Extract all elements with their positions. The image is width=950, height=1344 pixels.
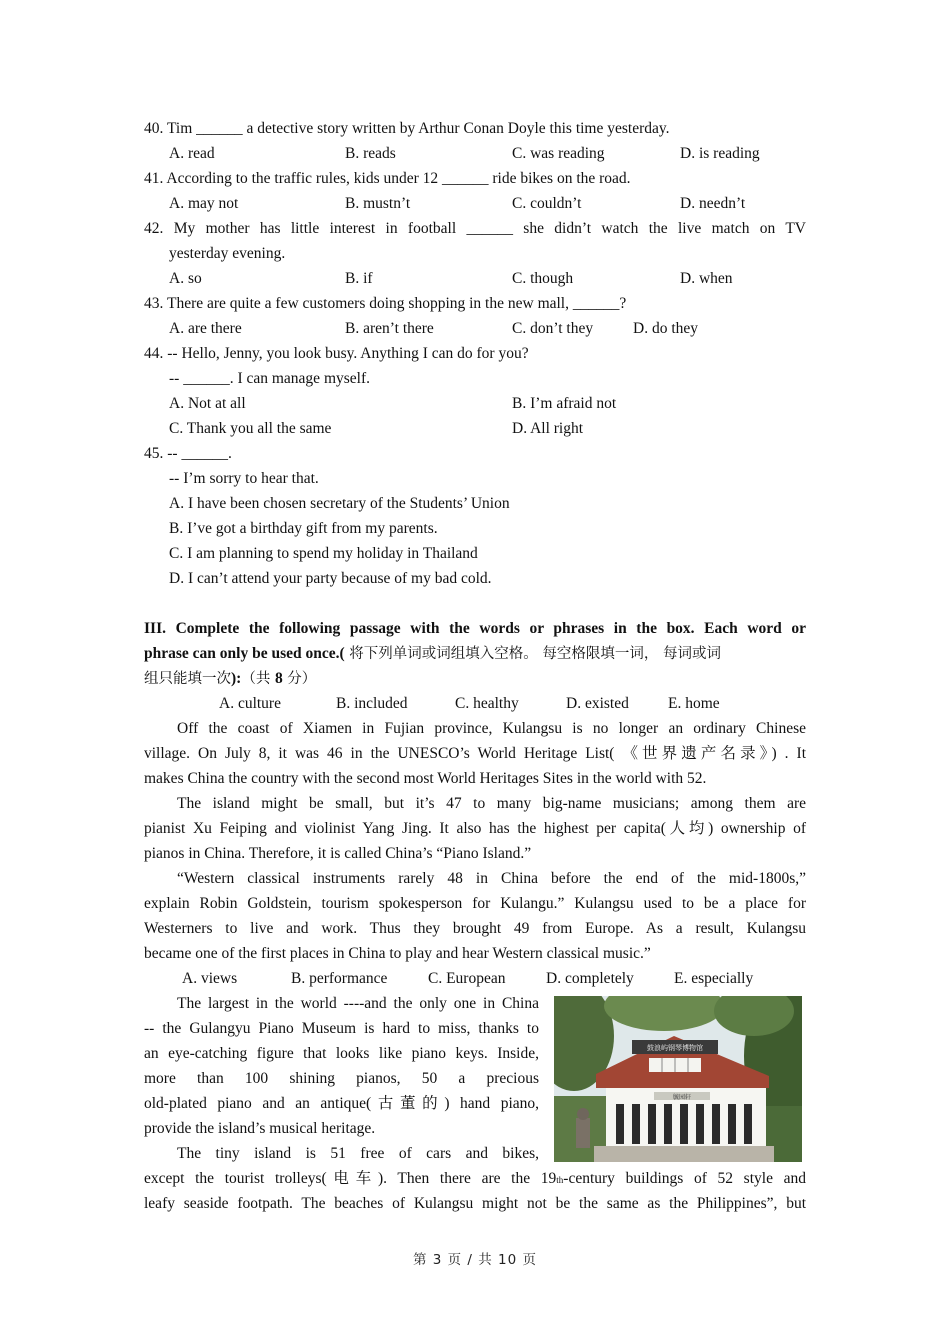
question-stem: 44. -- Hello, Jenny, you look busy. Anything I can do for you? bbox=[144, 345, 529, 362]
heading-cn-cont: 组只能填一次 bbox=[144, 671, 231, 687]
option-d: D. All right bbox=[512, 420, 584, 437]
passage-line: The largest in the world ----and the only one in China bbox=[177, 995, 539, 1012]
passage-line: provide the island’s musical heritage. bbox=[144, 1120, 376, 1137]
passage-line: pianos in China. Therefore, it is called China’s “Piano Island.” bbox=[144, 845, 532, 862]
question-45 bbox=[144, 441, 806, 466]
museum-illustration bbox=[554, 996, 802, 1162]
dialogue-reply: -- I’m sorry to hear that. bbox=[169, 470, 319, 487]
passage-line: Off the coast of Xiamen in Fujian province, Kulangsu is no longer an ordinary Chinese bbox=[177, 720, 806, 737]
option-c: C. was reading bbox=[512, 145, 605, 162]
museum-door-sign: 毓园轩 bbox=[672, 1094, 692, 1101]
option-a: A. so bbox=[169, 270, 202, 287]
option-a: A. I have been chosen secretary of the Students’ Union bbox=[169, 495, 510, 512]
option-b: B. aren’t there bbox=[345, 320, 434, 337]
passage-line: The island might be small, but it’s 47 to many big-name musicians; among them are bbox=[177, 795, 806, 812]
passage-line: leafy seaside footpath. The beaches of Kulangsu might not be the same as the Philippines”, but bbox=[144, 1195, 806, 1212]
passage-line: an eye-catching figure that looks like piano keys. Inside, bbox=[144, 1045, 539, 1062]
word-option: E. especially bbox=[674, 970, 754, 987]
option-c: C. don’t they bbox=[512, 320, 594, 337]
question-stem-cont: yesterday evening. bbox=[169, 245, 286, 262]
score-number: 8 bbox=[274, 670, 283, 687]
passage-text: except the tourist trolleys(电车). Then there are the 19 bbox=[144, 1170, 557, 1187]
passage-line: makes China the country with the second most World Heritages Sites in the world with 52. bbox=[144, 770, 707, 787]
passage-line: explain Robin Goldstein, tourism spokesperson for Kulangu.” Kulangsu used to be a place for bbox=[144, 895, 806, 912]
question-40 bbox=[144, 116, 806, 141]
option-b: B. I’m afraid not bbox=[512, 395, 617, 412]
passage-line: -- the Gulangyu Piano Museum is hard to miss, thanks to bbox=[144, 1020, 539, 1037]
option-c: C. Thank you all the same bbox=[169, 420, 332, 437]
score-post: 分） bbox=[282, 671, 317, 687]
word-option: A. views bbox=[182, 970, 238, 987]
question-44-reply bbox=[144, 366, 806, 391]
question-42-options bbox=[144, 266, 806, 291]
word-option: C. European bbox=[428, 970, 506, 987]
passage-line bbox=[144, 1166, 806, 1191]
word-box-1 bbox=[144, 691, 806, 716]
option-c: C. I am planning to spend my holiday in Thailand bbox=[169, 545, 478, 562]
passage-line: village. On July 8, it was 46 in the UNESCO’s World Heritage List( 《世界遗产名录》) . It bbox=[144, 745, 806, 762]
option-d: D. is reading bbox=[680, 145, 760, 162]
question-42-cont bbox=[144, 241, 806, 266]
word-option: D. completely bbox=[546, 970, 634, 987]
option-b: B. if bbox=[345, 270, 373, 287]
question-43 bbox=[144, 291, 806, 316]
option-b: B. I’ve got a birthday gift from my parents. bbox=[169, 520, 438, 537]
option-c: C. though bbox=[512, 270, 574, 287]
passage-line: more than 100 shining pianos, 50 a precious bbox=[144, 1070, 539, 1087]
word-option: A. culture bbox=[219, 695, 281, 712]
passage-line: pianist Xu Feiping and violinist Yang Jing. It also has the highest per capita(人均) ownership of bbox=[144, 820, 806, 837]
question-stem: 45. -- ______. bbox=[144, 445, 232, 462]
word-option: C. healthy bbox=[455, 695, 519, 712]
piano-museum-photo bbox=[554, 996, 802, 1162]
option-a: A. read bbox=[169, 145, 215, 162]
passage-line: became one of the first places in China to play and hear Western classical music.” bbox=[144, 945, 651, 962]
heading-cn: 将下列单词或词组填入空格。 每空格限填一词， 每词或词 bbox=[344, 646, 721, 662]
option-b: B. reads bbox=[345, 145, 396, 162]
word-option: B. performance bbox=[291, 970, 388, 987]
option-a: A. are there bbox=[169, 320, 242, 337]
passage-text: -century buildings of 52 style and bbox=[563, 1170, 807, 1187]
option-a: A. Not at all bbox=[169, 395, 246, 412]
question-45-reply bbox=[144, 466, 806, 491]
museum-sign-text: 鼓浪屿钢琴博物馆 bbox=[647, 1044, 703, 1052]
dialogue-reply: -- ______. I can manage myself. bbox=[169, 370, 371, 387]
option-c: C. couldn’t bbox=[512, 195, 582, 212]
question-stem: 41. According to the traffic rules, kids under 12 ______ ride bikes on the road. bbox=[144, 170, 631, 187]
question-41 bbox=[144, 166, 806, 191]
option-d: D. I can’t attend your party because of my bad cold. bbox=[169, 570, 492, 587]
heading-en: phrase can only be used once.( bbox=[144, 645, 345, 662]
question-44-options-row1 bbox=[144, 391, 806, 416]
word-option: E. home bbox=[668, 695, 720, 712]
passage-line: old-plated piano and an antique(古董的) hand piano, bbox=[144, 1095, 539, 1112]
score-pre: （共 bbox=[241, 671, 275, 687]
option-a: A. may not bbox=[169, 195, 239, 212]
question-44 bbox=[144, 341, 806, 366]
passage-line: Westerners to live and work. Thus they brought 49 from Europe. As a result, Kulangsu bbox=[144, 920, 806, 937]
option-d: D. do they bbox=[633, 320, 699, 337]
question-41-options bbox=[144, 191, 806, 216]
word-option: B. included bbox=[336, 695, 408, 712]
superscript-th: th bbox=[556, 1175, 564, 1185]
exam-page bbox=[144, 116, 806, 1216]
option-d: D. when bbox=[680, 270, 733, 287]
section-3-heading: III. Complete the following passage with the words or phrases in the box. Each word or bbox=[144, 620, 806, 637]
option-d: D. needn’t bbox=[680, 195, 746, 212]
section-3-heading-line3 bbox=[144, 666, 806, 691]
page-footer: 第 3 页 / 共 10 页 bbox=[412, 1252, 538, 1268]
heading-end: ): bbox=[231, 670, 242, 687]
question-43-options bbox=[144, 316, 806, 341]
word-box-2 bbox=[144, 966, 806, 991]
question-stem: 43. There are quite a few customers doing shopping in the new mall, ______? bbox=[144, 295, 627, 312]
question-40-options bbox=[144, 141, 806, 166]
passage-line: “Western classical instruments rarely 48 in China before the end of the mid-1800s,” bbox=[177, 870, 806, 887]
option-b: B. mustn’t bbox=[345, 195, 411, 212]
word-option: D. existed bbox=[566, 695, 629, 712]
question-44-options-row2 bbox=[144, 416, 806, 441]
question-stem: 40. Tim ______ a detective story written by Arthur Conan Doyle this time yesterday. bbox=[144, 120, 670, 137]
question-42 bbox=[144, 216, 806, 241]
passage-line: The tiny island is 51 free of cars and bikes, bbox=[177, 1145, 539, 1162]
question-stem: 42. My mother has little interest in football ______ she didn’t watch the live match on TV bbox=[144, 220, 806, 237]
section-3-heading-line2 bbox=[144, 641, 806, 666]
